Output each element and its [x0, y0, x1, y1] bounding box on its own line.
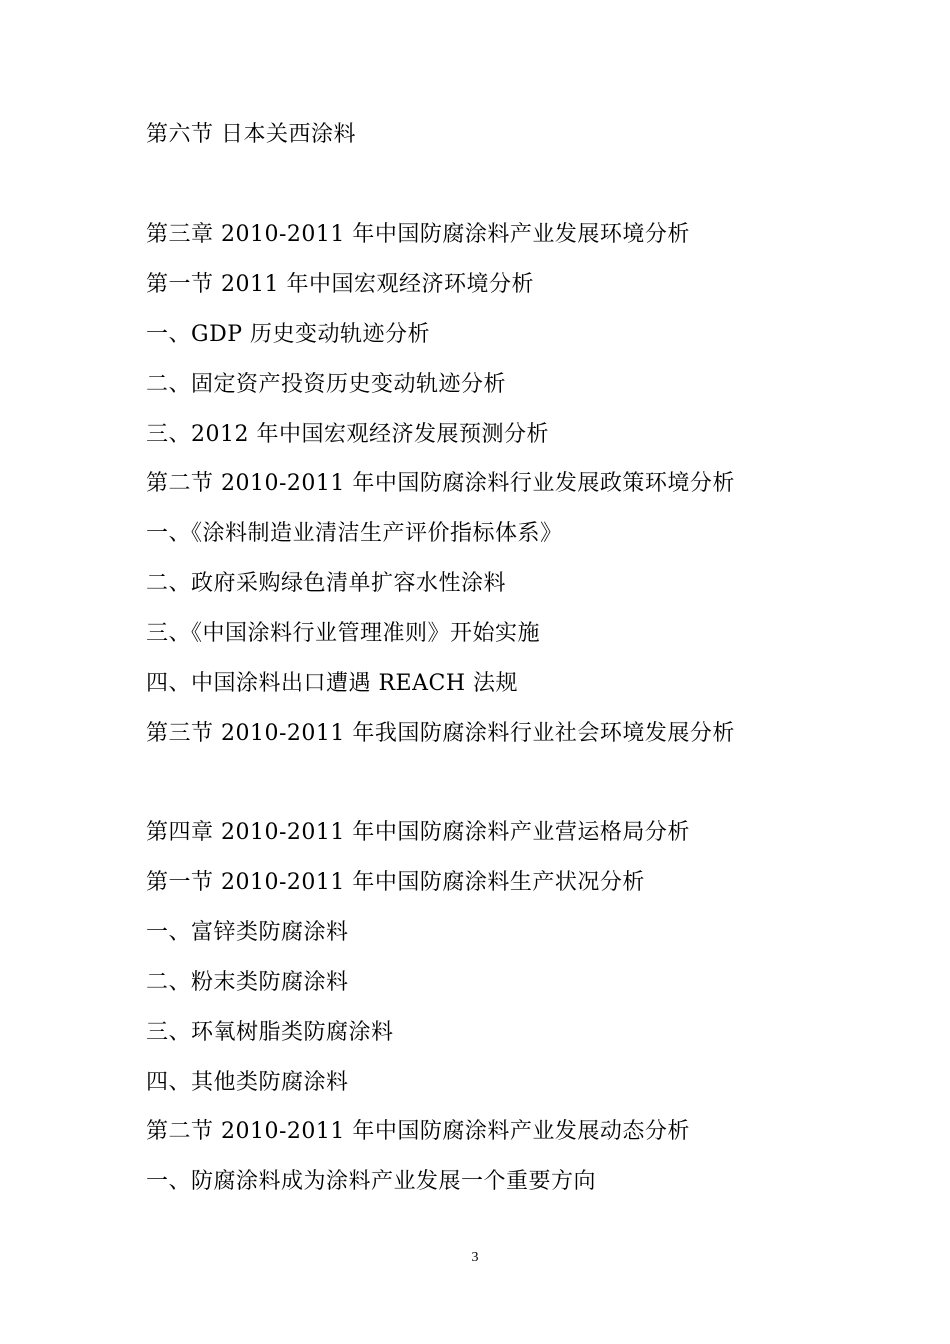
toc-section-heading: 第一节 2011 年中国宏观经济环境分析 [146, 272, 534, 297]
page-number: 3 [471, 1250, 479, 1265]
toc-item: 一、富锌类防腐涂料 [146, 920, 349, 945]
toc-item: 三、2012 年中国宏观经济发展预测分析 [146, 422, 549, 447]
toc-item: 四、中国涂料出口遭遇 REACH 法规 [146, 671, 519, 696]
toc-item: 一、《涂料制造业清洁生产评价指标体系》 [146, 521, 563, 546]
toc-section-heading: 第二节 2010-2011 年中国防腐涂料行业发展政策环境分析 [146, 471, 735, 496]
toc-section-heading: 第二节 2010-2011 年中国防腐涂料产业发展动态分析 [146, 1119, 690, 1144]
toc-section-heading: 第六节 日本关西涂料 [146, 122, 356, 147]
toc-item: 四、其他类防腐涂料 [146, 1070, 349, 1095]
toc-item: 二、固定资产投资历史变动轨迹分析 [146, 372, 507, 397]
toc-chapter-heading: 第三章 2010-2011 年中国防腐涂料产业发展环境分析 [146, 222, 690, 247]
toc-section-heading: 第一节 2010-2011 年中国防腐涂料生产状况分析 [146, 870, 645, 895]
toc-item: 二、粉末类防腐涂料 [146, 970, 349, 995]
toc-item: 二、政府采购绿色清单扩容水性涂料 [146, 571, 507, 596]
toc-chapter-heading: 第四章 2010-2011 年中国防腐涂料产业营运格局分析 [146, 820, 690, 845]
toc-item: 一、防腐涂料成为涂料产业发展一个重要方向 [146, 1169, 597, 1194]
toc-item: 三、环氧树脂类防腐涂料 [146, 1020, 394, 1045]
toc-item: 三、《中国涂料行业管理准则》开始实施 [146, 621, 541, 646]
toc-item: 一、GDP 历史变动轨迹分析 [146, 322, 431, 347]
toc-section-heading: 第三节 2010-2011 年我国防腐涂料行业社会环境发展分析 [146, 721, 735, 746]
